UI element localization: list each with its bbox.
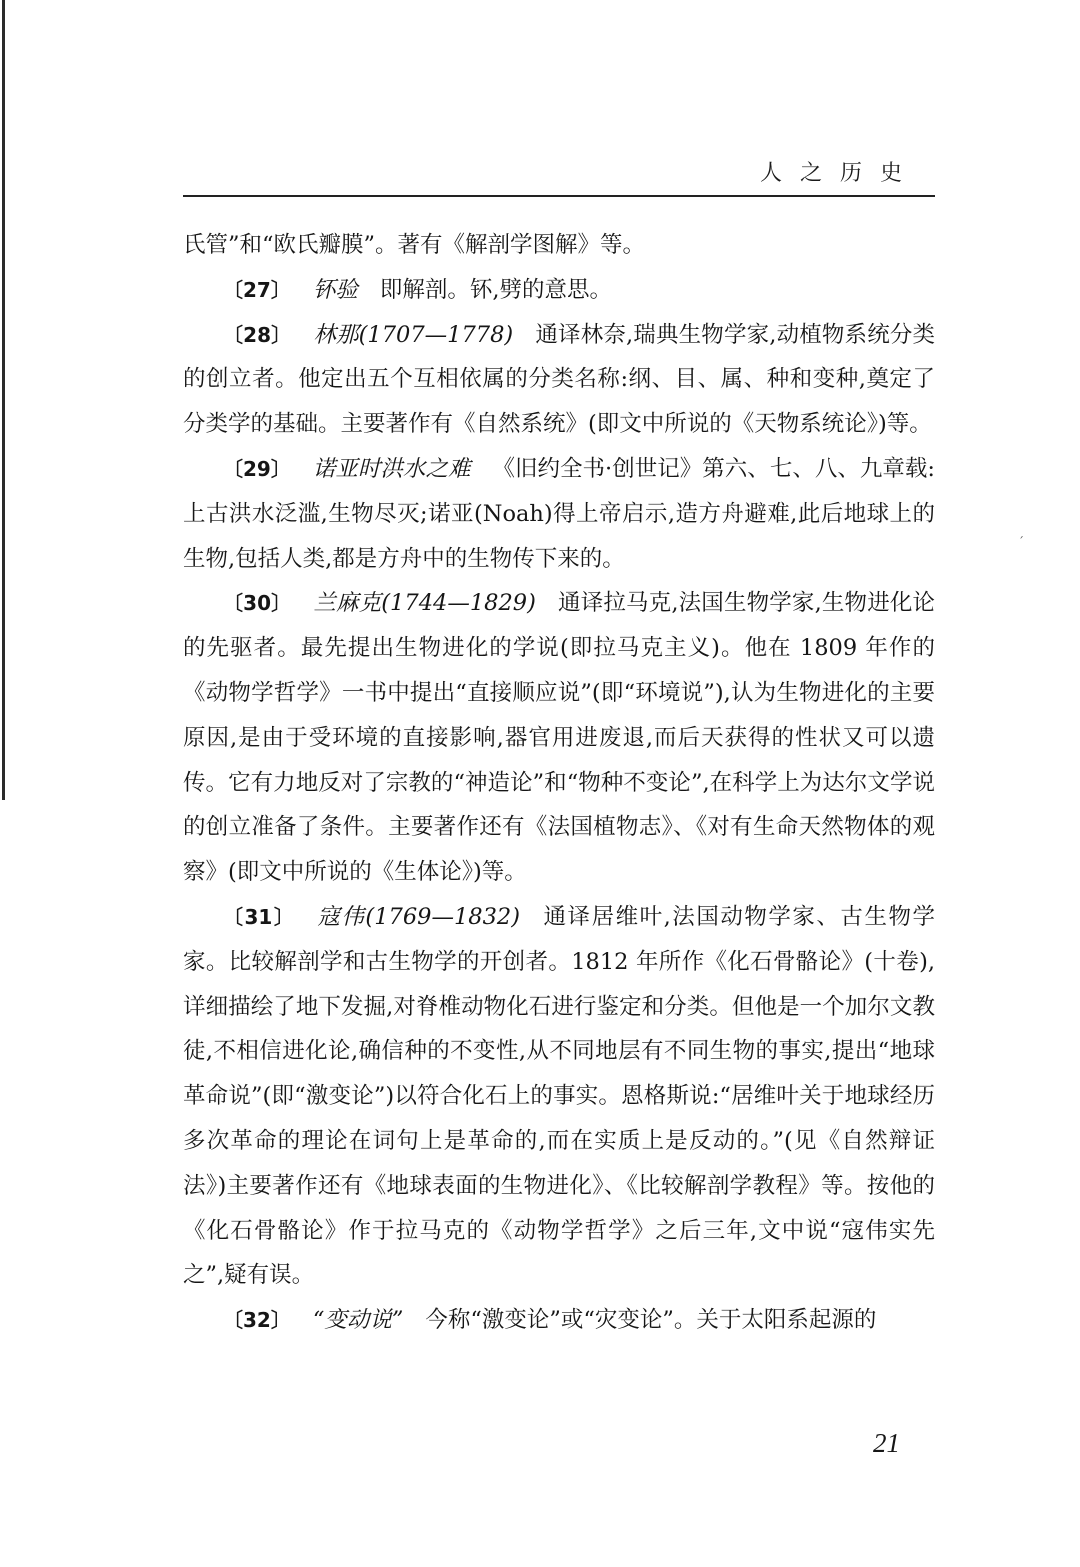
note-text: 通译居维叶,法国动物学家、古生物学家。比较解剖学和古生物学的开创者。1812 年所作《化石骨骼论》(十卷),详细描绘了地下发掘,对脊椎动物化石进行鉴定和分类。但他是一个加尔文教徒,不相信进化论,确信种的不变性,从不同地层有不同生物的事实,提出“地球革命说”(即“激变论”)以符合化石上的事实。恩格斯说:“居维叶关于地球经历多次革命的理论在词句上是革命的,而在实质上是反动的。”(见《自然辩证法》)主要著作还有《地球表面的生物进化》、《比较解剖学教程》等。按他的《化石骨骼论》作于拉马克的《动物学哲学》之后三年,文中说“寇伟实先之”,疑有误。 — [183, 903, 935, 1289]
note-text: 即解剖。钚,劈的意思。 — [379, 276, 613, 303]
note-number: 〔27〕 — [223, 277, 291, 302]
note-30 — [183, 581, 935, 895]
note-term: 诺亚时洪水之难 — [312, 455, 471, 482]
note-text: 通译林奈,瑞典生物学家,动植物系统分类的创立者。他定出五个互相依属的分类名称:纲、目、属、种和变种,奠定了分类学的基础。主要著作有《自然系统》(即文中所说的《天物系统论》)等。 — [183, 321, 936, 438]
note-number: 〔32〕 — [223, 1308, 291, 1333]
continuation-paragraph: 氏管”和“欧氏瓣膜”。著有《解剖学图解》等。 — [183, 232, 646, 258]
scan-margin-line — [2, 0, 5, 800]
note-text: 今称“激变论”或“灾变论”。关于太阳系起源的 — [425, 1307, 877, 1334]
note-term: “变动说” — [312, 1307, 404, 1334]
notes-body — [183, 223, 935, 1343]
scan-speck: ˊ — [1018, 535, 1024, 549]
note-27 — [183, 268, 935, 313]
note-term: 林那(1707—1778) — [313, 321, 514, 348]
note-term: 钚验 — [312, 276, 358, 303]
running-header-title: 人之历史 — [759, 161, 920, 186]
note-term: 寇伟(1769—1832) — [317, 903, 521, 930]
note-number: 〔30〕 — [223, 591, 292, 616]
note-32 — [183, 1298, 935, 1343]
note-31 — [183, 895, 935, 1298]
page-number: 21 — [873, 1428, 900, 1458]
note-text: 通译拉马克,法国生物学家,生物进化论的先驱者。最先提出生物进化的学说(即拉马克主义)。他在 1809 年作的《动物学哲学》一书中提出“直接顺应说”(即“环境说”),认为生物进化的主要原因,是由于受环境的直接影响,器官用进废退,而后天获得的性状又可以遗传。它有力地反对了宗教的“神造论”和“物种不变论”,在科学上为达尔文学说的创立准备了条件。主要著作还有《法国植物志》、《对有生命天然物体的观察》(即文中所说的《生体论》)等。 — [183, 590, 936, 886]
note-28 — [183, 313, 935, 447]
note-term: 兰麻克(1744—1829) — [313, 590, 536, 617]
note-number: 〔28〕 — [223, 322, 292, 347]
note-number: 〔31〕 — [223, 904, 296, 929]
note-29 — [183, 447, 935, 581]
header-rule — [183, 195, 935, 197]
note-number: 〔29〕 — [223, 456, 291, 481]
note-text: 《旧约全书·创世记》第六、七、八、九章载:上古洪水泛滥,生物尽灭;诺亚(Noah)得上帝启示,造方舟避难,此后地球上的生物,包括人类,都是方舟中的生物传下来的。 — [183, 455, 935, 572]
